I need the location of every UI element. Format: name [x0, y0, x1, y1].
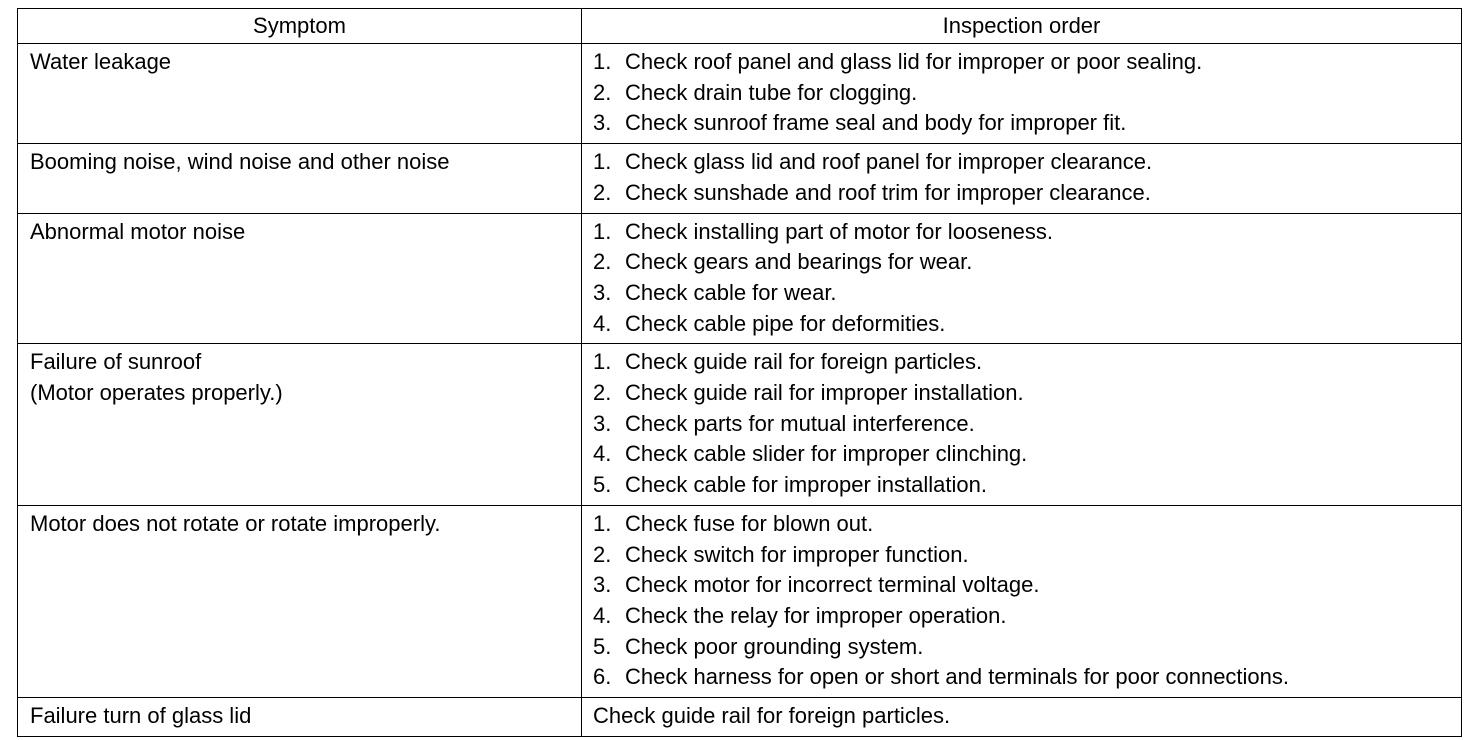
- step-text: Check motor for incorrect terminal voltage.: [625, 572, 1040, 598]
- inspection-step: [593, 570, 1461, 601]
- inspection-order-cell: [582, 213, 1462, 344]
- step-text: Check cable pipe for deformities.: [625, 310, 946, 336]
- symptom-cell: [18, 505, 582, 697]
- table-row: [18, 144, 1462, 213]
- symptom-cell: [18, 213, 582, 344]
- troubleshooting-table: [17, 8, 1462, 737]
- step-number: 3.: [593, 410, 612, 436]
- inspection-order-cell: [582, 344, 1462, 506]
- symptom-cell: [18, 44, 582, 144]
- inspection-step: [593, 217, 1461, 248]
- inspection-order-column-header: Inspection order: [582, 9, 1462, 44]
- inspection-step: [593, 509, 1461, 540]
- inspection-step: [593, 470, 1461, 501]
- step-number: 1.: [593, 49, 612, 74]
- inspection-step: [593, 178, 1461, 209]
- step-text: Check parts for mutual interference.: [625, 410, 975, 436]
- step-text: Check switch for improper function.: [625, 541, 969, 567]
- step-text: Check cable for improper installation.: [625, 472, 987, 498]
- step-number: 2.: [593, 541, 612, 567]
- step-text: Check drain tube for clogging.: [625, 79, 918, 105]
- table-row: [18, 505, 1462, 697]
- step-number: 1.: [593, 510, 612, 536]
- inspection-step: [593, 540, 1461, 571]
- symptom-text: Booming noise, wind noise and other noise: [30, 149, 450, 175]
- inspection-order-cell: [582, 44, 1462, 144]
- symptom-text: (Motor operates properly.): [30, 380, 283, 406]
- inspection-step: [593, 701, 1461, 732]
- inspection-step: [593, 601, 1461, 632]
- symptom-text: Failure turn of glass lid: [30, 703, 252, 729]
- step-number: 4.: [593, 310, 612, 336]
- table-body: [18, 44, 1462, 737]
- inspection-step: [593, 378, 1461, 409]
- step-text: Check guide rail for foreign particles.: [593, 703, 951, 729]
- step-number: 2.: [593, 380, 612, 406]
- inspection-step: [593, 347, 1461, 378]
- symptom-cell: [18, 698, 582, 737]
- step-number: 2.: [593, 79, 612, 105]
- inspection-step: [593, 278, 1461, 309]
- step-number: 2.: [593, 179, 612, 205]
- symptom-column-header: Symptom: [18, 9, 582, 44]
- step-number: 5.: [593, 472, 612, 498]
- symptom-text: Water leakage: [30, 49, 172, 74]
- table-row: [18, 213, 1462, 344]
- inspection-step: [593, 78, 1461, 109]
- step-number: 2.: [593, 249, 612, 275]
- step-text: Check roof panel and glass lid for improper or poor sealing.: [625, 49, 1203, 74]
- symptom-cell: [18, 344, 582, 506]
- step-number: 5.: [593, 633, 612, 659]
- step-text: Check guide rail for improper installation.: [625, 380, 1024, 406]
- step-number: 3.: [593, 279, 612, 305]
- inspection-step: [593, 662, 1461, 693]
- step-text: Check cable slider for improper clinching.: [625, 441, 1028, 467]
- symptom-text: Failure of sunroof: [30, 349, 202, 375]
- inspection-step: [593, 309, 1461, 340]
- step-number: 1.: [593, 349, 612, 375]
- step-text: Check sunroof frame seal and body for improper fit.: [625, 110, 1127, 136]
- symptom-text: Abnormal motor noise: [30, 218, 246, 244]
- step-text: Check the relay for improper operation.: [625, 602, 1007, 628]
- step-number: 3.: [593, 572, 612, 598]
- header-row: [18, 9, 1462, 44]
- step-text: Check fuse for blown out.: [625, 510, 874, 536]
- symptom-cell: [18, 144, 582, 213]
- step-text: Check guide rail for foreign particles.: [625, 349, 983, 375]
- step-number: 6.: [593, 664, 612, 690]
- step-number: 4.: [593, 602, 612, 628]
- step-number: 3.: [593, 110, 612, 136]
- table-row: [18, 44, 1462, 144]
- symptom-text: Motor does not rotate or rotate improperly.: [30, 510, 441, 536]
- step-text: Check sunshade and roof trim for improper clearance.: [625, 179, 1151, 205]
- table-header: [18, 9, 1462, 44]
- step-text: Check gears and bearings for wear.: [625, 249, 973, 275]
- step-number: 4.: [593, 441, 612, 467]
- step-text: Check harness for open or short and terminals for poor connections.: [625, 664, 1290, 690]
- inspection-step: [593, 247, 1461, 278]
- step-text: Check installing part of motor for looseness.: [625, 218, 1053, 244]
- step-number: 1.: [593, 149, 612, 175]
- inspection-step: [593, 439, 1461, 470]
- step-text: Check poor grounding system.: [625, 633, 924, 659]
- inspection-order-cell: [582, 144, 1462, 213]
- inspection-order-cell: [582, 698, 1462, 737]
- inspection-step: [593, 47, 1461, 78]
- inspection-step: [593, 147, 1461, 178]
- inspection-step: [593, 409, 1461, 440]
- step-text: Check cable for wear.: [625, 279, 837, 305]
- inspection-step: [593, 108, 1461, 139]
- table-row: [18, 344, 1462, 506]
- step-text: Check glass lid and roof panel for improper clearance.: [625, 149, 1153, 175]
- inspection-order-cell: [582, 505, 1462, 697]
- step-number: 1.: [593, 218, 612, 244]
- inspection-step: [593, 632, 1461, 663]
- table-row: [18, 698, 1462, 737]
